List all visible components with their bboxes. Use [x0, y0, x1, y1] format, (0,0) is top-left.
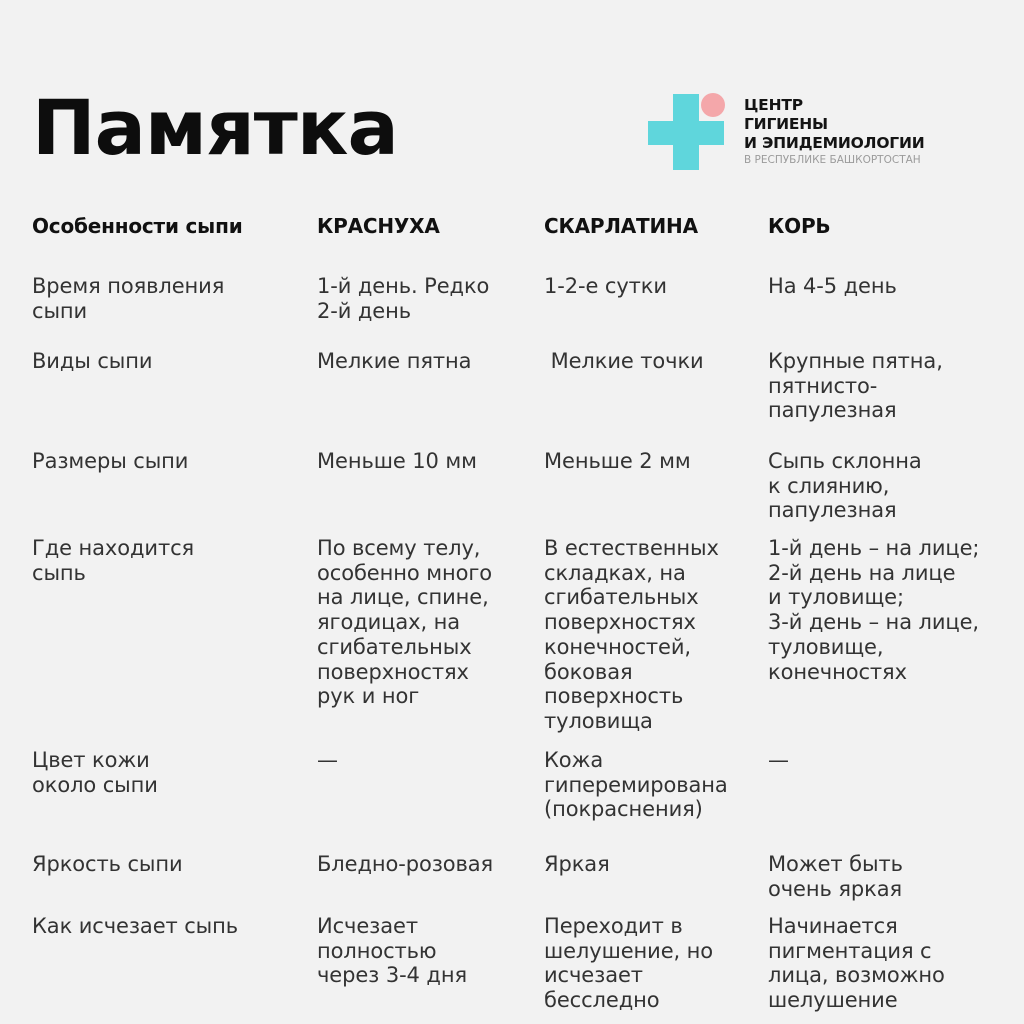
row-label-rash-location: Где находится сыпь — [32, 536, 195, 585]
cell-measles-rash-disappearance: Начинается пигментация с лица, возможно шелушение — [768, 914, 945, 1013]
cell-rubella-rash-size: Меньше 10 мм — [317, 449, 477, 473]
cell-rubella-rash-brightness: Бледно-розовая — [317, 852, 494, 876]
cell-measles-rash-location: 1-й день – на лице; 2-й день на лице и туловище; 3-й день – на лице, туловище, конечностях — [768, 536, 980, 684]
page-title: Памятка — [32, 83, 398, 172]
row-label-rash-size: Размеры сыпи — [32, 449, 189, 473]
logo-line-3: И ЭПИДЕМИОЛОГИИ — [744, 134, 925, 152]
organization-name — [744, 96, 925, 166]
header-rubella: КРАСНУХА — [317, 214, 440, 238]
cell-measles-rash-brightness: Может быть очень яркая — [768, 852, 903, 901]
cell-rubella-rash-location: По всему телу, особенно много на лице, спине, ягодицах, на сгибательных поверхностях рук и ног — [317, 536, 492, 709]
cell-measles-appearance-time: На 4-5 день — [768, 274, 897, 298]
row-label-skin-color: Цвет кожи около сыпи — [32, 748, 158, 797]
cell-scarlet-rash-types: Мелкие точки — [544, 349, 704, 373]
row-label-rash-types: Виды сыпи — [32, 349, 153, 373]
cell-scarlet-rash-brightness: Яркая — [544, 852, 610, 876]
logo-line-2: ГИГИЕНЫ — [744, 115, 828, 133]
cell-rubella-skin-color: — — [317, 748, 338, 772]
cell-rubella-rash-types: Мелкие пятна — [317, 349, 472, 373]
row-label-appearance-time: Время появления сыпи — [32, 274, 225, 323]
cell-rubella-appearance-time: 1-й день. Редко 2-й день — [317, 274, 490, 323]
header-scarlet-fever: СКАРЛАТИНА — [544, 214, 698, 238]
cell-scarlet-rash-location: В естественных складках, на сгибательных поверхностях конечностей, боковая поверхность туловища — [544, 536, 719, 733]
cell-measles-rash-types: Крупные пятна, пятнисто- папулезная — [768, 349, 943, 423]
cell-measles-rash-size: Сыпь склонна к слиянию, папулезная — [768, 449, 922, 523]
organization-logo — [646, 92, 946, 172]
row-label-rash-brightness: Яркость сыпи — [32, 852, 183, 876]
header-measles: КОРЬ — [768, 214, 831, 238]
cell-rubella-rash-disappearance: Исчезает полностью через 3-4 дня — [317, 914, 467, 988]
cell-scarlet-rash-disappearance: Переходит в шелушение, но исчезает бесследно — [544, 914, 714, 1013]
cell-scarlet-skin-color: Кожа гиперемирована (покраснения) — [544, 748, 728, 822]
cell-scarlet-rash-size: Меньше 2 мм — [544, 449, 691, 473]
cell-measles-skin-color: — — [768, 748, 789, 772]
logo-subtitle: В РЕСПУБЛИКЕ БАШКОРТОСТАН — [744, 154, 921, 166]
medical-cross-icon — [646, 92, 726, 172]
cell-scarlet-appearance-time: 1-2-е сутки — [544, 274, 667, 298]
header-features: Особенности сыпи — [32, 214, 243, 238]
row-label-rash-disappearance: Как исчезает сыпь — [32, 914, 239, 938]
logo-line-1: ЦЕНТР — [744, 96, 803, 114]
